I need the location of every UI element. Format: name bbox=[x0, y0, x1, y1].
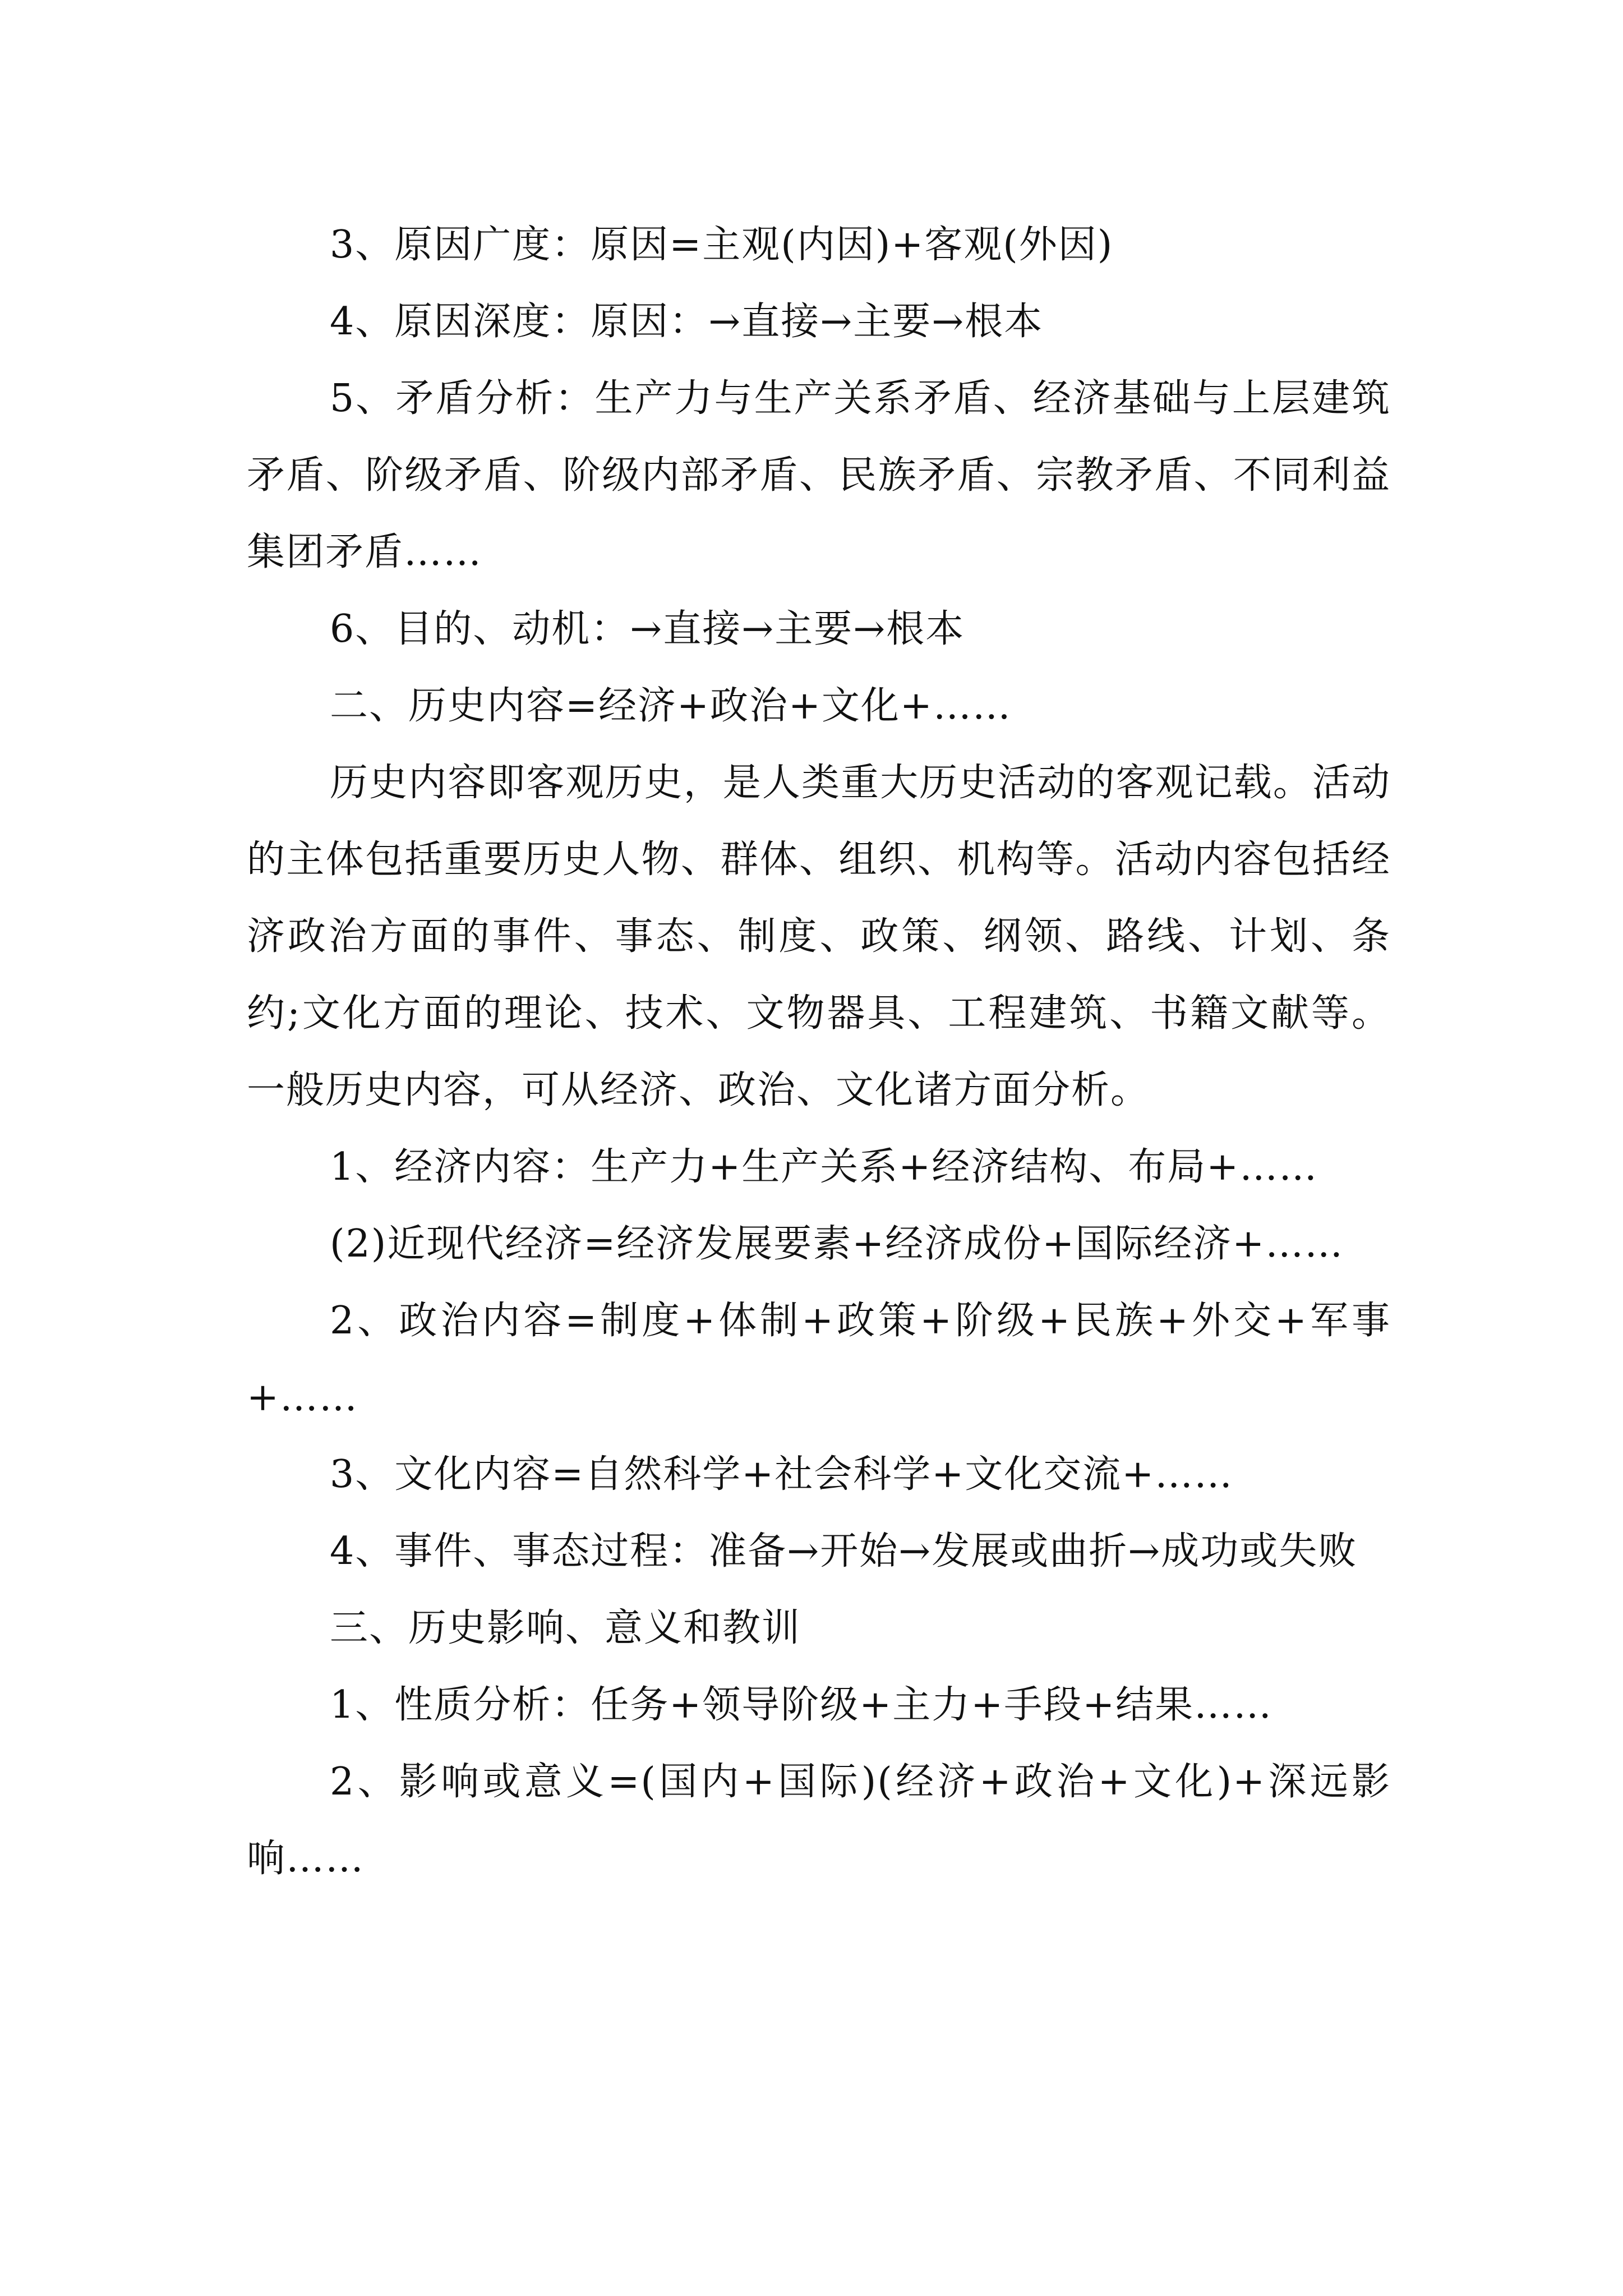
paragraph-economic-content: 1、经济内容：生产力+生产关系+经济结构、布局+…… bbox=[330, 1145, 1318, 1189]
paragraph-event-process: 4、事件、事态过程：准备→开始→发展或曲折→成功或失败 bbox=[330, 1529, 1358, 1573]
paragraph-impact-significance: 2、影响或意义=(国内+国际)(经济+政治+文化)+深远影响…… bbox=[247, 1760, 1391, 1881]
paragraph-historical-content-intro: 历史内容即客观历史，是人类重大历史活动的客观记载。活动的主体包括重要历史人物、群体、组织、机构等。活动内容包括经济政治方面的事件、事态、制度、政策、纲领、路线、计划、条约;文化方面的理论、技术、文物器具、工程建筑、书籍文献等。一般历史内容，可从经济、政治、文化诸方面分析。 bbox=[247, 761, 1391, 1112]
paragraph-cultural-content: 3、文化内容=自然科学+社会科学+文化交流+…… bbox=[330, 1452, 1234, 1497]
document-body bbox=[247, 206, 1391, 1897]
paragraph-cause-breadth: 3、原因广度：原因=主观(内因)+客观(外因) bbox=[330, 223, 1114, 267]
heading-historical-content: 二、历史内容=经济+政治+文化+…… bbox=[330, 684, 1012, 728]
paragraph-contradiction-analysis: 5、矛盾分析：生产力与生产关系矛盾、经济基础与上层建筑矛盾、阶级矛盾、阶级内部矛盾、民族矛盾、宗教矛盾、不同利益集团矛盾…… bbox=[247, 376, 1391, 574]
heading-historical-impact: 三、历史影响、意义和教训 bbox=[330, 1606, 801, 1650]
paragraph-cause-depth: 4、原因深度：原因：→直接→主要→根本 bbox=[330, 300, 1044, 344]
paragraph-modern-economy: (2)近现代经济=经济发展要素+经济成份+国际经济+…… bbox=[330, 1222, 1344, 1266]
paragraph-political-content: 2、政治内容=制度+体制+政策+阶级+民族+外交+军事+…… bbox=[247, 1299, 1391, 1420]
paragraph-purpose-motive: 6、目的、动机：→直接→主要→根本 bbox=[330, 607, 965, 651]
paragraph-nature-analysis: 1、性质分析：任务+领导阶级+主力+手段+结果…… bbox=[330, 1683, 1273, 1727]
